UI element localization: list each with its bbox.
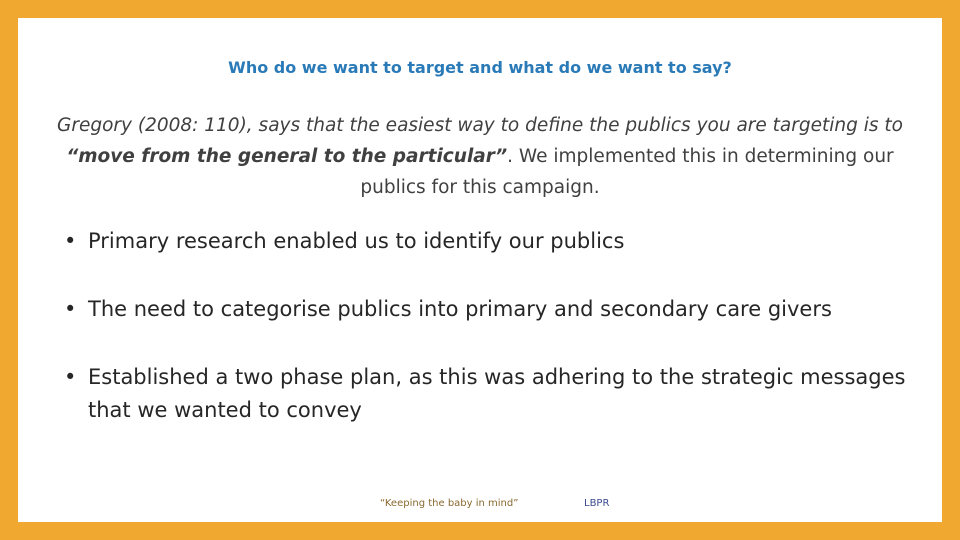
bullet-list: [64, 225, 914, 462]
bullet-text: Primary research enabled us to identify our publics: [88, 229, 625, 253]
bullet-text: The need to categorise publics into primary and secondary care givers: [88, 297, 832, 321]
bullet-text: Established a two phase plan, as this was adhering to the strategic messages that we wanted to convey: [88, 365, 906, 422]
bullet-item: [64, 225, 914, 258]
bullet-dot: •: [64, 229, 77, 253]
intro-conclusion: . We implemented this in determining our publics for this campaign.: [360, 146, 894, 198]
bullet-item: [64, 361, 914, 427]
intro-citation-text: Gregory (2008: 110), says that the easiest way to define the publics you are targeting is to: [57, 115, 903, 136]
bullet-item: [64, 293, 914, 326]
intro-quote: “move from the general to the particular”: [66, 146, 508, 167]
footer-org: LBPR: [584, 498, 610, 509]
intro-paragraph: [48, 110, 912, 203]
bullet-dot: •: [64, 365, 77, 389]
slide: [18, 18, 942, 522]
slide-title: Who do we want to target and what do we want to say?: [228, 58, 732, 77]
footer-tagline: “Keeping the baby in mind”: [380, 498, 519, 509]
bullet-dot: •: [64, 297, 77, 321]
